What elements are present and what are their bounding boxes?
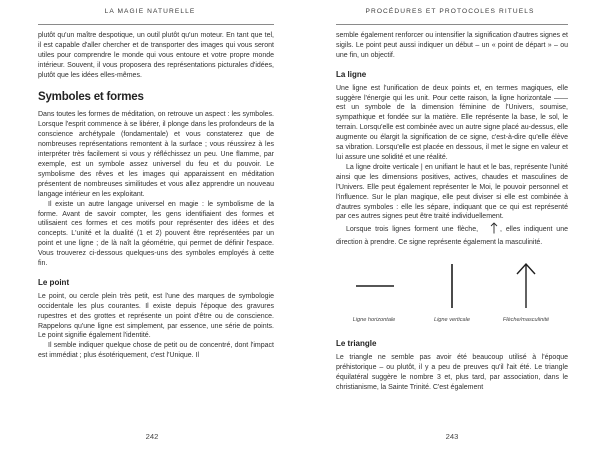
caption-arrow: Flèche/masculinité <box>502 317 550 324</box>
header-rule-right <box>336 24 568 25</box>
paragraph-point-2: Il semble indiquer quelque chose de petit ou de concentré, dont l'impact est immédiat ; plus ésotériquement, c'est l'Unique. Il <box>38 342 274 360</box>
page-number-right: 243 <box>445 432 459 441</box>
caption-horizontal-line: Ligne horizontale <box>352 317 396 324</box>
line-symbols-figure <box>336 256 568 330</box>
running-head-right: PROCÉDURES ET PROTOCOLES RITUELS <box>365 8 535 15</box>
right-text-column <box>336 31 568 393</box>
paragraph-ligne-1: Une ligne est l'unification de deux points et, en termes magiques, elle suggère l'énergie qui les unit. Pour cette raison, la ligne horizontale —— est un symbole de la dimension féminine de l'Univers, soumise, sympathique et fondée sur la matière. Elle représente la base, le sol, le terrain. Lorsqu'elle est combinée avec un autre signe placé au-dessus, elle augmente ou élargit la signification de ce signe, c'est-à-dire qu'elle élève sa vibration. Lorsqu'elle est placée en dessous, il met le signe en valeur et lui assure une solidité et une réalité. <box>336 84 568 161</box>
paragraph-ligne-3 <box>336 222 568 248</box>
subheading-point: Le point <box>38 277 70 287</box>
paragraph-ligne-3-start: Lorsque trois lignes forment une flèche, <box>346 226 479 234</box>
subheading-ligne: La ligne <box>336 69 367 79</box>
section-title: Symboles et formes <box>38 90 144 103</box>
right-page <box>300 0 600 460</box>
paragraph-continued: semble également renforcer ou intensifier la signification d'autres signes et sigils. Le point peut aussi indiquer un début – un « point de départ » – ou une fin, un objectif. <box>336 32 568 59</box>
paragraph-ligne-2: La ligne droite verticale | en unifiant le haut et le bas, représente l'unité ainsi que les dimensions positives, actives, chaudes et masculines de l'Univers. Elle peut également représenter le Moi, le pouvoir personnel et l'influence. Sur le plan magique, elle peut diviser si elle est combinée à d'autres symboles : elle les sépare, indiquant que ce qui est représenté par ces autres signes peut être traité individuellement. <box>336 163 568 221</box>
paragraph-symboles-2: Il existe un autre langage universel en magie : le symbolisme de la forme. Avant de savoir compter, les gens identifiaient des formes et utilisaient ces formes et ces motifs pour représenter des idées et des concepts. L'unité et la dualité (1 et 2) pouvent être représentées par un point et une ligne ; de là naît la géométrie, qui permet de définir l'espace. Vous trouverez ci-dessous quelques-uns des symboles employés à cette fin. <box>38 200 274 268</box>
header-rule-left <box>38 24 274 25</box>
inline-arrow-icon <box>480 222 498 238</box>
running-head-left: LA MAGIE NATURELLE <box>104 8 196 15</box>
caption-vertical-line: Ligne verticale <box>433 317 471 324</box>
paragraph-symboles-1: Dans toutes les formes de méditation, on retrouve un aspect : les symboles. Lorsque l'esprit commence à se libérer, il plonge dans les profondeurs de la conscience archétypale (fondamentale) et vous constaterez que de nombreuses représentations remontent à la surface ; vous réussirez à les interpréter très facilement si vous y réfléchissez un peu. Une flamme, par exemple, est un symbole assez universel du feu et du pouvoir. Le symbolisme des rêves et les images qui apparaissent en méditation présentent de nombreuses similitudes et vous allez apprendre un nouveau langage intérieur en les exploitant. <box>38 111 274 198</box>
paragraph-triangle: Le triangle ne semble pas avoir été beaucoup utilisé à l'époque préhistorique – ou plutôt, il y a peu de preuves qu'il l'ait été. Le triangle équilatéral suggère le nombre 3 et, plus tard, par association, dans le christianisme, la Sainte Trinité. C'est également <box>336 354 568 391</box>
subheading-triangle: Le triangle <box>336 339 377 349</box>
page-number-left: 242 <box>145 432 159 441</box>
paragraph-ligne-3-end: , elles indiquent une direction à prendre. Ce signe représente également la masculinité. <box>336 226 568 247</box>
paragraph-point-1: Le point, ou cercle plein très petit, est l'une des marques de symbologie occidentale les plus courantes. Il existe depuis l'époque des gravures rupestres et des grottes et représente un point d'être ou de conscience. Rappelons qu'une ligne est simplement, par essence, une série de points. Le point signifie également l'identité. <box>38 292 274 340</box>
arrow-symbol <box>517 264 535 308</box>
paragraph-intro: plutôt qu'un maître despotique, un outil plutôt qu'un moteur. En tant que tel, il est capable d'aller chercher et de transporter des images qui vous seront utiles pour comprendre le monde qui vous entoure et votre propre monde intérieur. Souvent, il vous proposera des représentations picturales d'idées, plutôt que les idées elles-mêmes. <box>38 32 274 79</box>
left-text-column <box>38 31 274 361</box>
